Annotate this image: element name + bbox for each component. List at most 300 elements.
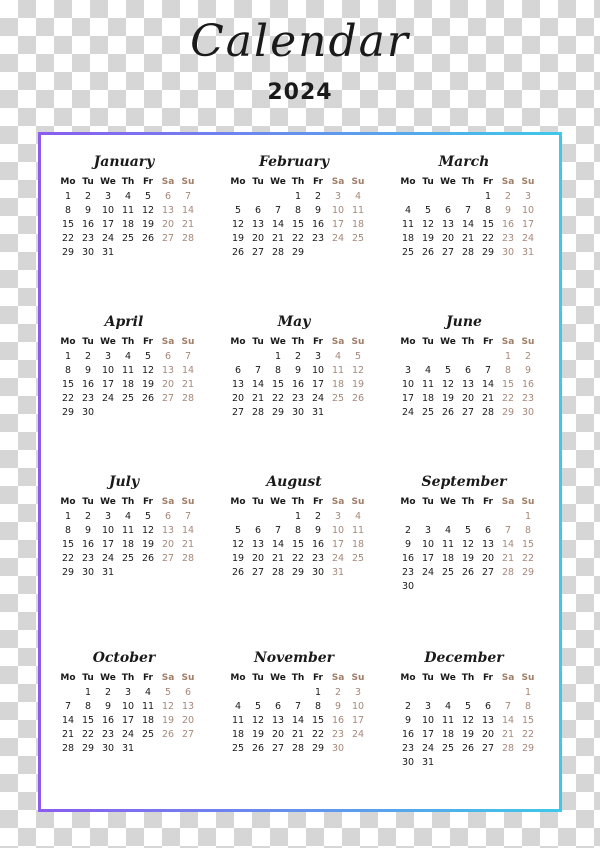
month-days-grid xyxy=(398,494,538,594)
day-cell: 27 xyxy=(161,393,175,404)
day-cell: 21 xyxy=(481,393,495,404)
day-cell: 25 xyxy=(401,247,415,258)
weekday-header: Th xyxy=(291,497,305,507)
month-name: April xyxy=(104,314,144,330)
day-cell: 25 xyxy=(351,233,365,244)
day-cell: 6 xyxy=(164,351,172,362)
day-cell: 9 xyxy=(314,205,322,216)
month-april xyxy=(58,310,198,420)
day-cell: 30 xyxy=(521,407,535,418)
day-cell: 31 xyxy=(421,757,435,768)
weekday-header: Sa xyxy=(161,673,175,683)
weekday-header: We xyxy=(100,177,116,187)
day-cell: 26 xyxy=(441,407,455,418)
day-cell: 17 xyxy=(401,393,415,404)
day-cell: 18 xyxy=(141,715,155,726)
day-blank xyxy=(228,510,248,524)
day-cell: 24 xyxy=(101,393,115,404)
day-cell: 4 xyxy=(354,191,362,202)
day-cell: 23 xyxy=(501,233,515,244)
day-cell: 16 xyxy=(81,219,95,230)
day-cell: 16 xyxy=(311,539,325,550)
day-cell: 11 xyxy=(141,701,155,712)
day-cell: 6 xyxy=(184,687,192,698)
day-cell: 8 xyxy=(274,365,282,376)
day-cell: 19 xyxy=(161,715,175,726)
day-cell: 15 xyxy=(501,379,515,390)
day-cell: 29 xyxy=(291,247,305,258)
day-cell: 19 xyxy=(141,379,155,390)
day-cell: 19 xyxy=(231,553,245,564)
weekday-header: Tu xyxy=(422,673,434,683)
day-blank xyxy=(288,686,308,700)
day-blank xyxy=(418,350,438,364)
day-cell: 30 xyxy=(401,757,415,768)
day-cell: 23 xyxy=(331,729,345,740)
day-cell: 14 xyxy=(461,219,475,230)
day-cell: 11 xyxy=(231,715,245,726)
day-cell: 6 xyxy=(254,205,262,216)
weekday-header: We xyxy=(440,497,456,507)
day-cell: 30 xyxy=(81,567,95,578)
day-cell: 7 xyxy=(184,191,192,202)
day-cell: 23 xyxy=(81,393,95,404)
day-blank xyxy=(478,510,498,524)
day-cell: 27 xyxy=(441,247,455,258)
day-cell: 1 xyxy=(64,511,72,522)
day-cell: 21 xyxy=(461,233,475,244)
day-cell: 8 xyxy=(64,205,72,216)
weekday-header: Su xyxy=(521,673,535,683)
day-cell: 6 xyxy=(444,205,452,216)
weekday-header: Sa xyxy=(161,337,175,347)
day-cell: 27 xyxy=(481,743,495,754)
day-cell: 19 xyxy=(351,379,365,390)
day-cell: 13 xyxy=(481,715,495,726)
day-blank xyxy=(438,510,458,524)
day-cell: 28 xyxy=(501,743,515,754)
day-cell: 11 xyxy=(121,525,135,536)
day-cell: 5 xyxy=(444,365,452,376)
weekday-header: Sa xyxy=(501,673,515,683)
day-cell: 8 xyxy=(504,365,512,376)
weekday-header: We xyxy=(270,177,286,187)
day-cell: 31 xyxy=(311,407,325,418)
day-cell: 12 xyxy=(441,379,455,390)
day-cell: 1 xyxy=(294,511,302,522)
day-cell: 15 xyxy=(61,539,75,550)
day-cell: 7 xyxy=(504,525,512,536)
day-cell: 27 xyxy=(251,247,265,258)
day-cell: 23 xyxy=(81,553,95,564)
weekday-header: Sa xyxy=(161,497,175,507)
day-cell: 10 xyxy=(101,525,115,536)
day-cell: 29 xyxy=(521,567,535,578)
day-cell: 23 xyxy=(101,729,115,740)
day-cell: 25 xyxy=(351,553,365,564)
day-blank xyxy=(58,686,78,700)
weekday-header: Sa xyxy=(331,177,345,187)
day-cell: 5 xyxy=(354,351,362,362)
day-blank xyxy=(228,350,248,364)
day-cell: 2 xyxy=(524,351,532,362)
day-cell: 21 xyxy=(251,393,265,404)
day-blank xyxy=(498,686,518,700)
day-blank xyxy=(478,350,498,364)
day-blank xyxy=(398,686,418,700)
day-cell: 3 xyxy=(524,191,532,202)
weekday-header: Fr xyxy=(142,673,153,683)
day-cell: 18 xyxy=(351,539,365,550)
day-cell: 27 xyxy=(481,567,495,578)
day-cell: 11 xyxy=(401,219,415,230)
day-cell: 28 xyxy=(271,247,285,258)
day-blank xyxy=(458,686,478,700)
day-cell: 6 xyxy=(234,365,242,376)
weekday-header: Su xyxy=(521,497,535,507)
day-cell: 22 xyxy=(311,729,325,740)
day-cell: 26 xyxy=(421,247,435,258)
day-cell: 5 xyxy=(144,351,152,362)
month-november xyxy=(228,646,368,756)
weekday-header: Fr xyxy=(312,497,323,507)
day-cell: 2 xyxy=(404,701,412,712)
day-cell: 29 xyxy=(291,567,305,578)
day-cell: 6 xyxy=(164,511,172,522)
day-cell: 7 xyxy=(274,525,282,536)
weekday-header: We xyxy=(270,337,286,347)
day-cell: 9 xyxy=(294,365,302,376)
weekday-header: We xyxy=(100,337,116,347)
day-cell: 29 xyxy=(311,743,325,754)
day-cell: 18 xyxy=(231,729,245,740)
day-cell: 21 xyxy=(181,539,195,550)
day-cell: 1 xyxy=(524,687,532,698)
weekday-header: Th xyxy=(121,673,135,683)
day-blank xyxy=(398,350,418,364)
day-cell: 13 xyxy=(161,205,175,216)
day-cell: 8 xyxy=(524,525,532,536)
day-cell: 3 xyxy=(404,365,412,376)
day-cell: 19 xyxy=(231,233,245,244)
day-cell: 18 xyxy=(121,539,135,550)
day-cell: 5 xyxy=(234,525,242,536)
day-blank xyxy=(398,510,418,524)
day-cell: 24 xyxy=(421,567,435,578)
day-cell: 27 xyxy=(231,407,245,418)
day-cell: 2 xyxy=(314,511,322,522)
weekday-header: Mo xyxy=(60,337,76,347)
weekday-header: Th xyxy=(291,177,305,187)
day-cell: 24 xyxy=(421,743,435,754)
day-cell: 22 xyxy=(81,729,95,740)
month-days-grid xyxy=(228,670,368,756)
weekday-header: Tu xyxy=(82,337,94,347)
day-cell: 7 xyxy=(464,205,472,216)
weekday-header: Fr xyxy=(482,497,493,507)
day-cell: 15 xyxy=(291,539,305,550)
day-cell: 4 xyxy=(444,525,452,536)
day-cell: 24 xyxy=(121,729,135,740)
weekday-header: Su xyxy=(181,497,195,507)
day-cell: 4 xyxy=(234,701,242,712)
day-blank xyxy=(268,510,288,524)
weekday-header: Th xyxy=(461,337,475,347)
month-july xyxy=(58,470,198,580)
weekday-header: Su xyxy=(351,497,365,507)
day-cell: 20 xyxy=(231,393,245,404)
day-cell: 31 xyxy=(101,567,115,578)
day-cell: 17 xyxy=(331,219,345,230)
day-cell: 18 xyxy=(401,233,415,244)
day-cell: 21 xyxy=(271,553,285,564)
day-blank xyxy=(268,190,288,204)
day-cell: 15 xyxy=(81,715,95,726)
day-cell: 22 xyxy=(291,553,305,564)
day-cell: 20 xyxy=(251,233,265,244)
day-cell: 22 xyxy=(61,233,75,244)
day-cell: 17 xyxy=(101,219,115,230)
day-blank xyxy=(438,190,458,204)
day-cell: 11 xyxy=(331,365,345,376)
weekday-header: Fr xyxy=(312,337,323,347)
weekday-header: Th xyxy=(121,337,135,347)
day-cell: 12 xyxy=(231,539,245,550)
day-cell: 1 xyxy=(524,511,532,522)
day-blank xyxy=(458,510,478,524)
day-cell: 2 xyxy=(504,191,512,202)
day-cell: 31 xyxy=(521,247,535,258)
day-cell: 12 xyxy=(161,701,175,712)
weekday-header: Fr xyxy=(142,497,153,507)
day-cell: 20 xyxy=(161,219,175,230)
day-cell: 9 xyxy=(84,365,92,376)
month-june xyxy=(398,310,538,420)
day-cell: 1 xyxy=(84,687,92,698)
day-cell: 2 xyxy=(104,687,112,698)
day-cell: 10 xyxy=(331,525,345,536)
day-cell: 4 xyxy=(354,511,362,522)
day-blank xyxy=(478,686,498,700)
day-cell: 10 xyxy=(121,701,135,712)
day-cell: 10 xyxy=(101,205,115,216)
day-cell: 23 xyxy=(81,233,95,244)
day-cell: 1 xyxy=(64,351,72,362)
day-cell: 24 xyxy=(101,233,115,244)
day-cell: 10 xyxy=(421,715,435,726)
day-cell: 14 xyxy=(181,205,195,216)
day-cell: 2 xyxy=(334,687,342,698)
day-cell: 9 xyxy=(104,701,112,712)
weekday-header: Th xyxy=(291,673,305,683)
day-cell: 17 xyxy=(421,553,435,564)
day-cell: 13 xyxy=(161,365,175,376)
day-cell: 25 xyxy=(331,393,345,404)
day-cell: 29 xyxy=(61,247,75,258)
day-cell: 30 xyxy=(101,743,115,754)
day-cell: 19 xyxy=(251,729,265,740)
weekday-header: Th xyxy=(121,177,135,187)
day-cell: 17 xyxy=(101,539,115,550)
day-cell: 28 xyxy=(251,407,265,418)
day-cell: 5 xyxy=(234,205,242,216)
weekday-header: Tu xyxy=(422,177,434,187)
day-cell: 2 xyxy=(84,191,92,202)
day-cell: 28 xyxy=(61,743,75,754)
day-cell: 4 xyxy=(424,365,432,376)
day-cell: 28 xyxy=(291,743,305,754)
day-cell: 15 xyxy=(61,219,75,230)
day-cell: 12 xyxy=(251,715,265,726)
day-cell: 20 xyxy=(161,379,175,390)
weekday-header: We xyxy=(440,177,456,187)
weekday-header: Th xyxy=(291,337,305,347)
weekday-header: Fr xyxy=(312,673,323,683)
month-days-grid xyxy=(228,174,368,260)
day-cell: 16 xyxy=(521,379,535,390)
day-cell: 28 xyxy=(481,407,495,418)
day-cell: 10 xyxy=(101,365,115,376)
day-cell: 8 xyxy=(64,365,72,376)
day-cell: 13 xyxy=(181,701,195,712)
day-blank xyxy=(418,686,438,700)
weekday-header: Sa xyxy=(161,177,175,187)
day-cell: 26 xyxy=(161,729,175,740)
day-cell: 26 xyxy=(141,233,155,244)
day-cell: 21 xyxy=(501,729,515,740)
weekday-header: Mo xyxy=(230,337,246,347)
weekday-header: Su xyxy=(181,177,195,187)
weekday-header: Fr xyxy=(482,177,493,187)
day-blank xyxy=(418,190,438,204)
day-cell: 12 xyxy=(141,205,155,216)
day-blank xyxy=(248,686,268,700)
day-cell: 24 xyxy=(331,553,345,564)
day-blank xyxy=(268,686,288,700)
month-days-grid xyxy=(228,494,368,580)
day-cell: 21 xyxy=(181,219,195,230)
day-cell: 6 xyxy=(484,701,492,712)
day-cell: 15 xyxy=(61,379,75,390)
month-days-grid xyxy=(58,494,198,580)
day-blank xyxy=(438,686,458,700)
day-blank xyxy=(248,350,268,364)
day-cell: 21 xyxy=(291,729,305,740)
day-cell: 29 xyxy=(521,743,535,754)
day-cell: 2 xyxy=(84,511,92,522)
day-cell: 1 xyxy=(274,351,282,362)
weekday-header: Mo xyxy=(230,497,246,507)
day-cell: 28 xyxy=(271,567,285,578)
weekday-header: Tu xyxy=(252,497,264,507)
day-blank xyxy=(228,190,248,204)
day-cell: 30 xyxy=(501,247,515,258)
day-cell: 20 xyxy=(271,729,285,740)
day-cell: 30 xyxy=(81,407,95,418)
day-cell: 17 xyxy=(331,539,345,550)
day-cell: 23 xyxy=(311,553,325,564)
day-cell: 16 xyxy=(81,379,95,390)
day-cell: 13 xyxy=(251,539,265,550)
day-cell: 17 xyxy=(101,379,115,390)
day-cell: 13 xyxy=(231,379,245,390)
day-cell: 27 xyxy=(161,233,175,244)
day-cell: 21 xyxy=(181,379,195,390)
day-blank xyxy=(458,190,478,204)
weekday-header: We xyxy=(100,497,116,507)
day-cell: 19 xyxy=(421,233,435,244)
day-cell: 1 xyxy=(314,687,322,698)
day-cell: 3 xyxy=(334,191,342,202)
day-cell: 29 xyxy=(61,567,75,578)
month-may xyxy=(228,310,368,420)
weekday-header: We xyxy=(270,497,286,507)
day-cell: 25 xyxy=(441,743,455,754)
month-name: June xyxy=(446,314,482,330)
weekday-header: Mo xyxy=(400,177,416,187)
weekday-header: Th xyxy=(461,497,475,507)
day-cell: 10 xyxy=(311,365,325,376)
day-cell: 22 xyxy=(61,393,75,404)
day-cell: 15 xyxy=(481,219,495,230)
day-cell: 8 xyxy=(294,205,302,216)
weekday-header: Mo xyxy=(400,337,416,347)
day-cell: 27 xyxy=(161,553,175,564)
day-cell: 15 xyxy=(271,379,285,390)
weekday-header: Tu xyxy=(82,673,94,683)
day-cell: 6 xyxy=(464,365,472,376)
day-cell: 9 xyxy=(84,525,92,536)
day-cell: 1 xyxy=(504,351,512,362)
day-cell: 16 xyxy=(331,715,345,726)
weekday-header: Fr xyxy=(312,177,323,187)
day-cell: 3 xyxy=(334,511,342,522)
day-cell: 18 xyxy=(121,379,135,390)
month-name: August xyxy=(266,474,322,490)
day-cell: 31 xyxy=(121,743,135,754)
day-cell: 22 xyxy=(271,393,285,404)
weekday-header: Mo xyxy=(230,177,246,187)
day-cell: 24 xyxy=(351,729,365,740)
day-cell: 3 xyxy=(104,351,112,362)
day-cell: 16 xyxy=(501,219,515,230)
day-cell: 4 xyxy=(124,511,132,522)
day-cell: 30 xyxy=(401,581,415,592)
day-cell: 16 xyxy=(401,553,415,564)
month-october xyxy=(58,646,198,756)
day-cell: 13 xyxy=(461,379,475,390)
weekday-header: Su xyxy=(181,673,195,683)
day-cell: 21 xyxy=(271,233,285,244)
month-days-grid xyxy=(58,670,198,756)
day-cell: 28 xyxy=(461,247,475,258)
day-cell: 18 xyxy=(441,553,455,564)
day-cell: 20 xyxy=(441,233,455,244)
day-cell: 29 xyxy=(271,407,285,418)
day-cell: 22 xyxy=(521,729,535,740)
day-cell: 4 xyxy=(124,351,132,362)
day-cell: 5 xyxy=(464,525,472,536)
weekday-header: Su xyxy=(521,337,535,347)
weekday-header: Su xyxy=(351,337,365,347)
day-cell: 14 xyxy=(501,539,515,550)
day-cell: 22 xyxy=(291,233,305,244)
day-cell: 8 xyxy=(314,701,322,712)
day-cell: 22 xyxy=(481,233,495,244)
day-cell: 3 xyxy=(124,687,132,698)
day-cell: 18 xyxy=(441,729,455,740)
day-cell: 24 xyxy=(331,233,345,244)
